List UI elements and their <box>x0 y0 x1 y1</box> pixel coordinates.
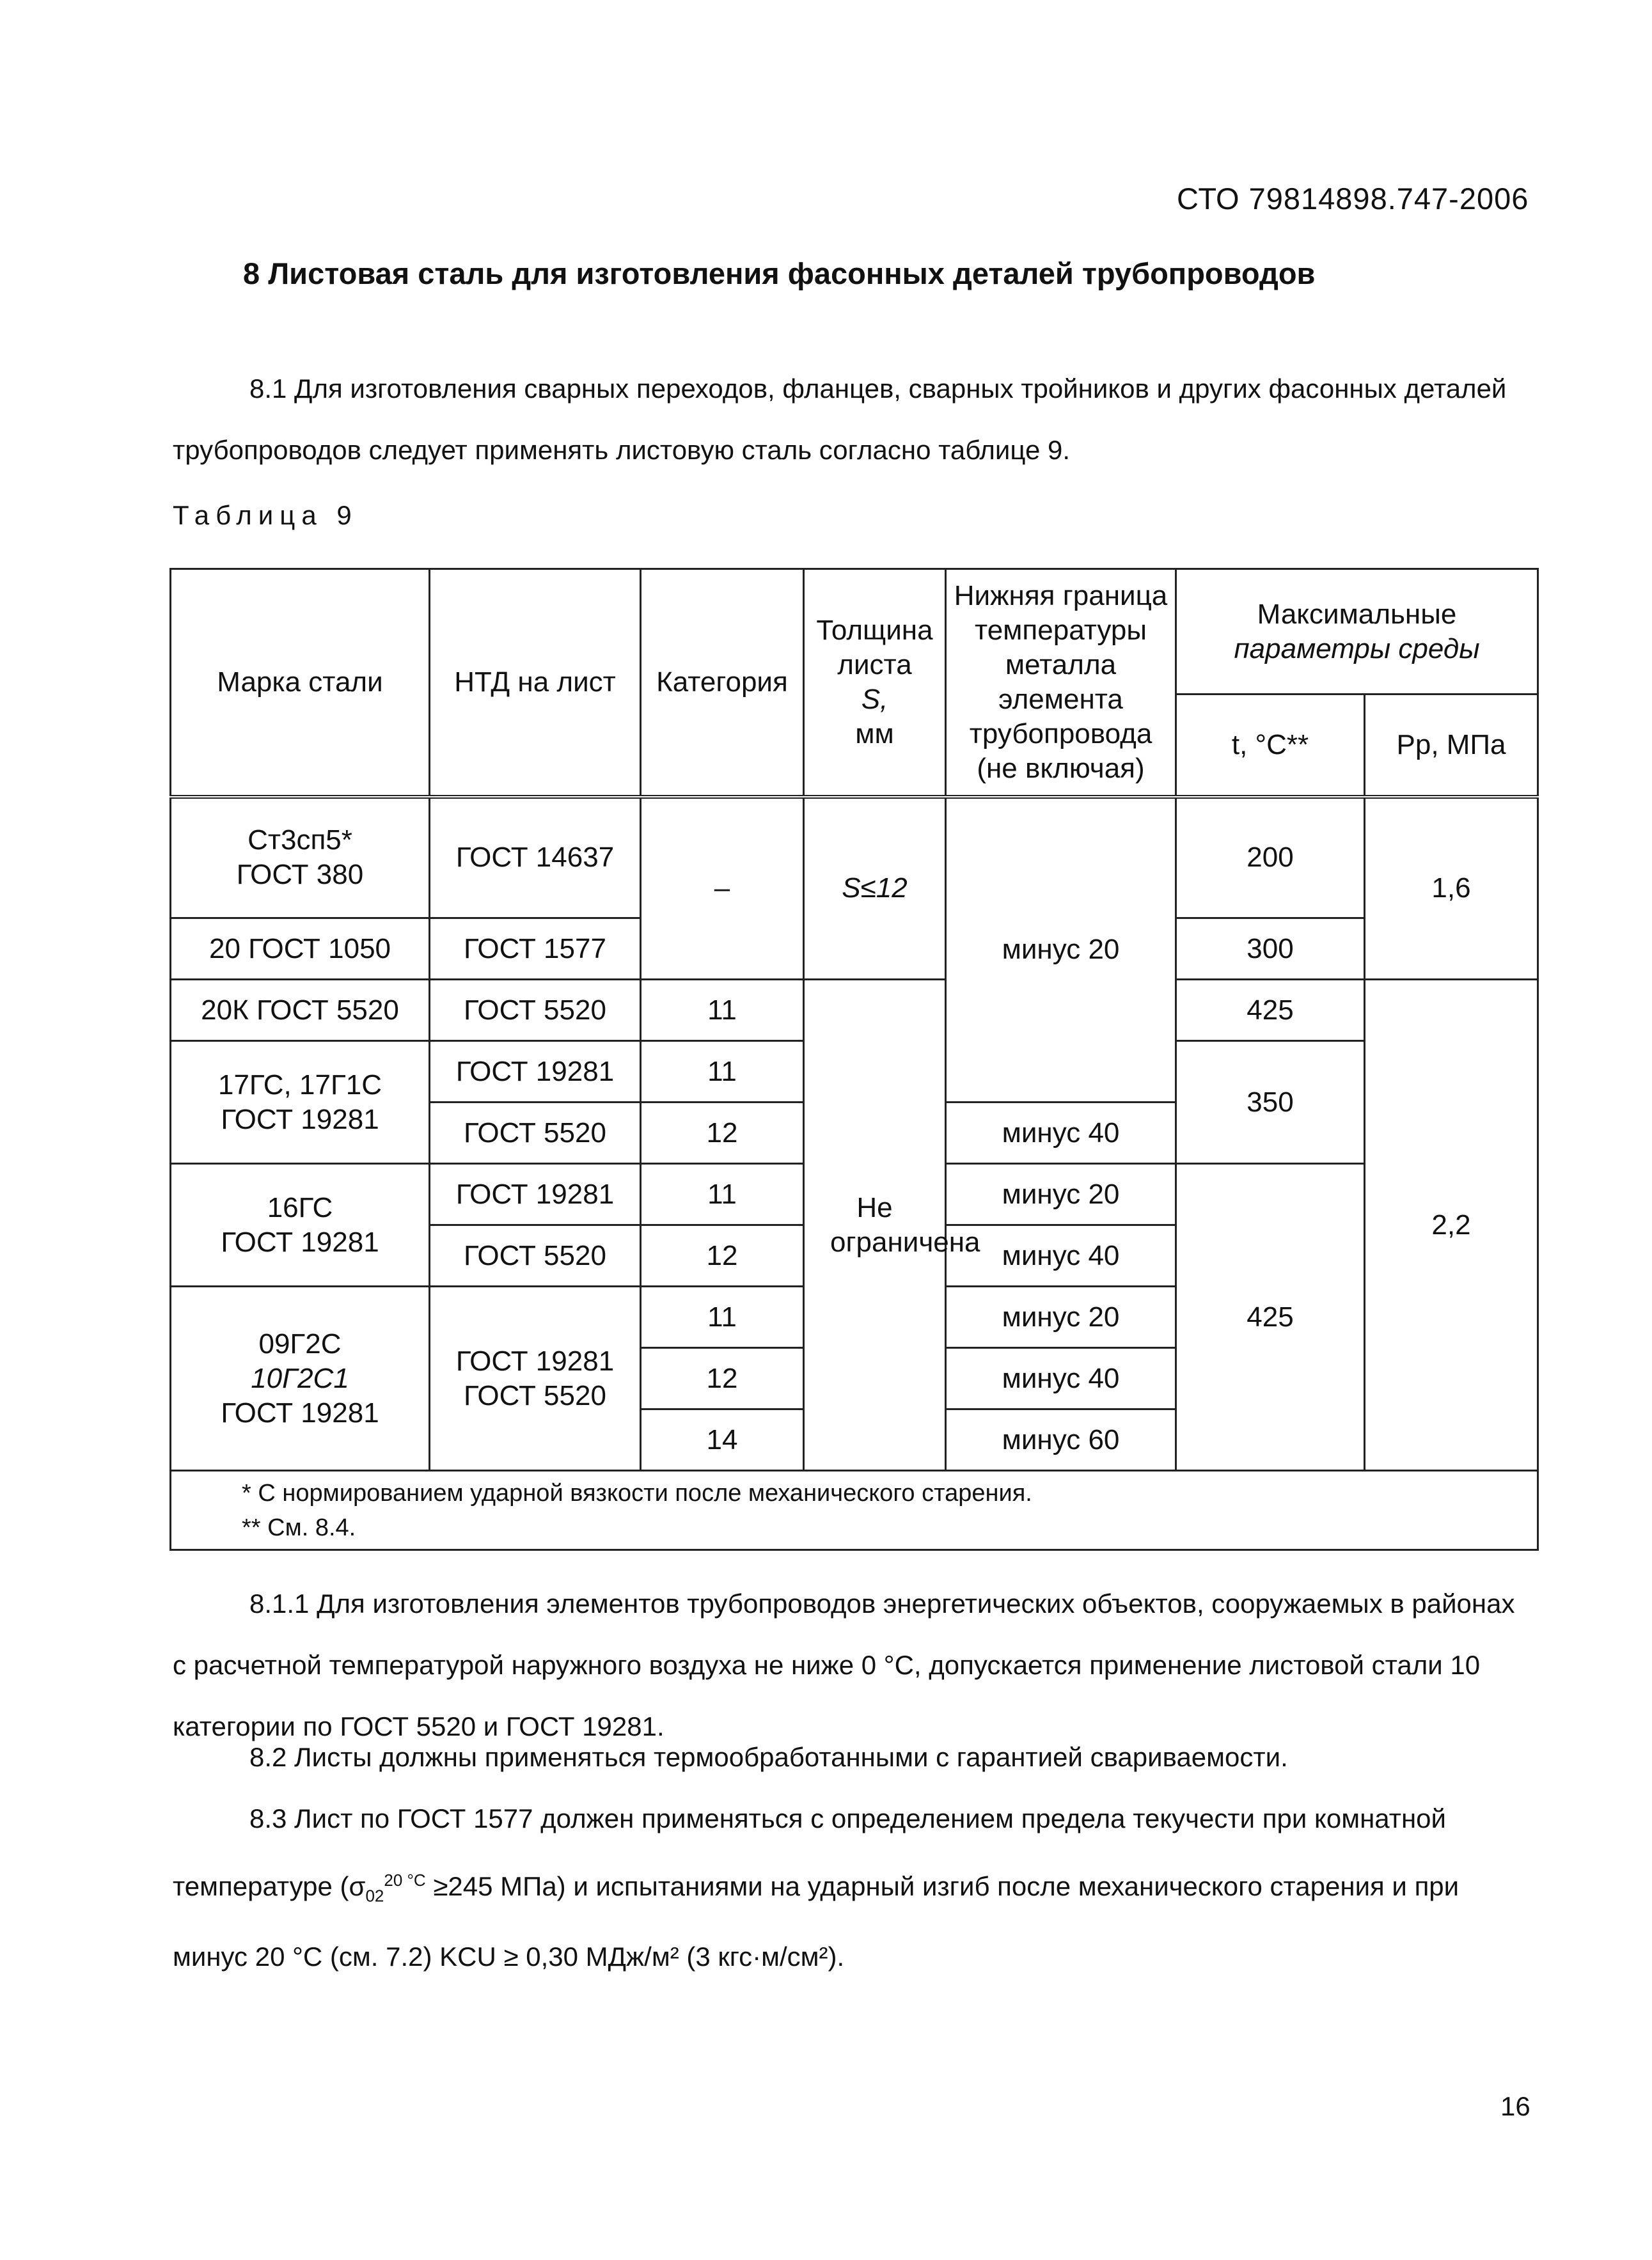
cell-text: ГОСТ 19281 <box>221 1103 379 1135</box>
table-notes <box>171 1471 1538 1550</box>
cell-category: 11 <box>641 980 804 1041</box>
cell-text: 16ГС <box>267 1191 333 1223</box>
paragraph-8-3-part1: 8.3 Лист по ГОСТ 1577 должен применяться с определением предела текучести при комнатной температуре (σ <box>173 1803 1446 1901</box>
cell-category: 12 <box>641 1348 804 1409</box>
steel-sheet-table <box>169 568 1539 1551</box>
section-title: 8 Листовая сталь для изготовления фасонных деталей трубопроводов <box>243 256 1316 290</box>
cell-t: 425 <box>1176 1164 1365 1471</box>
cell-category: 11 <box>641 1287 804 1348</box>
cell-steel-grade <box>171 1287 430 1471</box>
cell-text: 09Г2С <box>258 1328 342 1360</box>
paragraph-8-1-1: 8.1.1 Для изготовления элементов трубопроводов энергетических объектов, сооружаемых в районах с расчетной температурой наружного воздуха не ниже 0 °С, допускается применение листовой стали 10 категории по ГОСТ 5520 и ГОСТ 19281. <box>173 1589 1515 1741</box>
header-lower-temperature: Нижняя граница температуры металла элемента трубопровода (не включая) <box>946 569 1176 797</box>
cell-lower-temperature: минус 40 <box>946 1103 1176 1164</box>
cell-category: 14 <box>641 1409 804 1471</box>
cell-text: Ст3сп5* <box>248 824 352 856</box>
cell-ntd <box>430 1287 641 1471</box>
cell-ntd: ГОСТ 5520 <box>430 1225 641 1287</box>
cell-steel-grade <box>171 797 430 918</box>
header-pp: Pp, МПа <box>1365 694 1538 797</box>
paragraph-8-3 <box>173 1788 1522 1988</box>
table-note: * С нормированием ударной вязкости после механического старения. <box>242 1479 1032 1507</box>
cell-lower-temperature: минус 60 <box>946 1409 1176 1471</box>
cell-steel-grade: 20 ГОСТ 1050 <box>171 918 430 980</box>
table-row <box>171 797 1538 918</box>
header-steel-grade: Марка стали <box>171 569 430 797</box>
table-caption: Таблица 9 <box>173 500 358 530</box>
cell-category: 11 <box>641 1041 804 1103</box>
cell-steel-grade <box>171 1041 430 1164</box>
cell-text: ГОСТ 380 <box>236 859 364 891</box>
cell-category: 12 <box>641 1225 804 1287</box>
cell-lower-temperature: минус 20 <box>946 1164 1176 1225</box>
cell-ntd: ГОСТ 1577 <box>430 918 641 980</box>
sigma-superscript: 20 °С <box>384 1871 426 1890</box>
cell-thickness: Не ограничена <box>804 980 946 1471</box>
cell-steel-grade <box>171 1164 430 1287</box>
header-category: Категория <box>641 569 804 797</box>
cell-ntd: ГОСТ 5520 <box>430 980 641 1041</box>
header-thickness-label: Толщина листа <box>816 614 933 680</box>
cell-t: 200 <box>1176 797 1365 918</box>
header-t: t, °C** <box>1176 694 1365 797</box>
table-row <box>171 980 1538 1041</box>
table-notes-row <box>171 1471 1538 1550</box>
document-number: СТО 79814898.747-2006 <box>1177 182 1529 216</box>
cell-t: 425 <box>1176 980 1365 1041</box>
cell-ntd: ГОСТ 5520 <box>430 1103 641 1164</box>
cell-ntd: ГОСТ 14637 <box>430 797 641 918</box>
header-max-params-line1: Максимальные <box>1257 598 1457 630</box>
cell-ntd: ГОСТ 19281 <box>430 1164 641 1225</box>
cell-lower-temperature: минус 40 <box>946 1348 1176 1409</box>
page-number: 16 <box>1500 2091 1530 2121</box>
cell-t: 350 <box>1176 1041 1365 1164</box>
paragraph-8-1: 8.1 Для изготовления сварных переходов, фланцев, сварных тройников и других фасонных деталей трубопроводов следует применять листовую сталь согласно таблице 9. <box>173 373 1507 465</box>
cell-lower-temperature: минус 40 <box>946 1225 1176 1287</box>
cell-text: 17ГС, 17Г1С <box>217 1069 382 1101</box>
cell-pp: 1,6 <box>1365 797 1538 980</box>
header-thickness-unit: мм <box>855 718 894 749</box>
cell-lower-temperature: минус 20 <box>946 1287 1176 1348</box>
header-max-params <box>1176 569 1538 694</box>
cell-category: – <box>641 797 804 980</box>
sigma-subscript: 02 <box>365 1886 384 1906</box>
cell-category: 11 <box>641 1164 804 1225</box>
header-ntd: НТД на лист <box>430 569 641 797</box>
table-note: ** См. 8.4. <box>242 1514 356 1541</box>
header-thickness-symbol: S, <box>861 683 888 715</box>
cell-t: 300 <box>1176 918 1365 980</box>
paragraph-8-3-part2: ≥245 МПа) и испытаниями на ударный изгиб после механического старения и при минус 20 °С (см. 7.2) KCU ≥ 0,30 МДж/м² (3 кгс·м/см²). <box>173 1871 1459 1972</box>
cell-text: ГОСТ 5520 <box>464 1379 606 1411</box>
cell-thickness: S≤12 <box>804 797 946 980</box>
cell-category: 12 <box>641 1103 804 1164</box>
paragraph-8-2: 8.2 Листы должны применяться термообработанными с гарантией свариваемости. <box>249 1742 1288 1772</box>
cell-ntd: ГОСТ 19281 <box>430 1041 641 1103</box>
cell-text: 10Г2С1 <box>251 1362 349 1394</box>
header-max-params-line2: параметры среды <box>1234 632 1480 664</box>
cell-text: ГОСТ 19281 <box>221 1397 379 1429</box>
cell-pp: 2,2 <box>1365 980 1538 1471</box>
cell-steel-grade: 20К ГОСТ 5520 <box>171 980 430 1041</box>
header-thickness <box>804 569 946 797</box>
cell-text: ГОСТ 19281 <box>221 1226 379 1258</box>
cell-text: ГОСТ 19281 <box>455 1345 615 1377</box>
cell-lower-temperature: минус 20 <box>946 797 1176 1103</box>
